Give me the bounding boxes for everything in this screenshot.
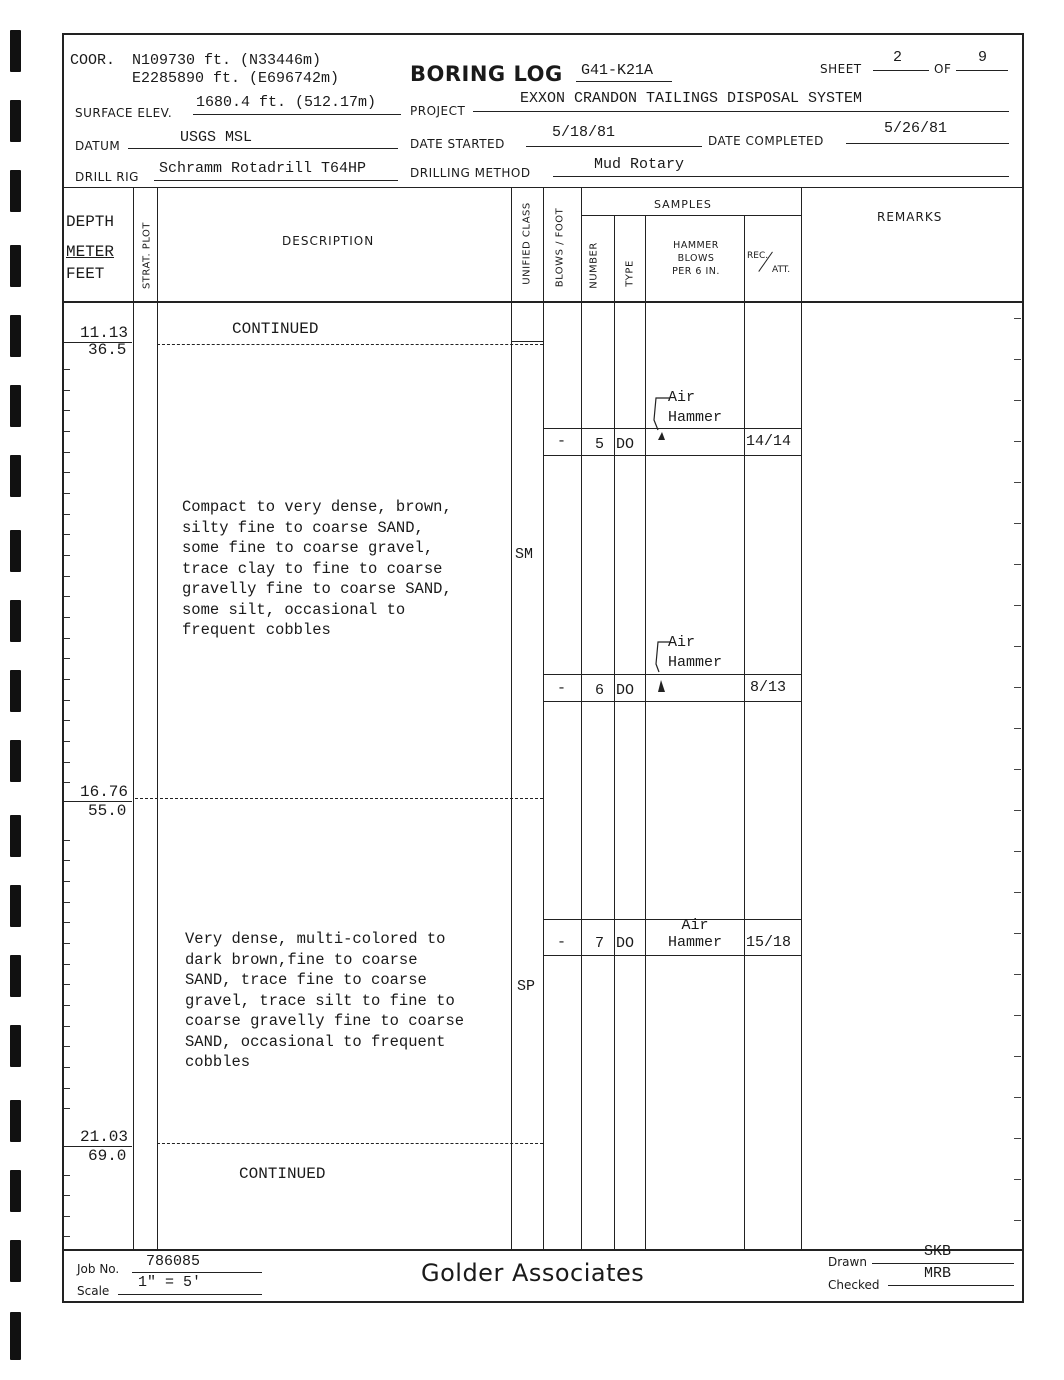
drill-rig-label: DRILL RIG xyxy=(75,170,139,184)
hammer-blows-line2: BLOWS xyxy=(677,253,715,264)
layer-1-description: Compact to very dense, brown, silty fine to coarse SAND, some fine to coarse gravel, trace clay to fine to coarse gravelly fine to coarse SAND, some silt, occasional to frequent cobbles xyxy=(182,498,452,639)
scale-label: Scale xyxy=(77,1284,110,1298)
coor-label: COOR. xyxy=(70,52,116,69)
hammer-blows-header xyxy=(648,239,744,278)
company-name: Golder Associates xyxy=(421,1259,645,1287)
samples-header: SAMPLES xyxy=(654,198,712,211)
datum-label: DATUM xyxy=(75,139,121,153)
surface-elev-value: 1680.4 ft. (512.17m) xyxy=(196,94,377,111)
job-no-value: 786085 xyxy=(146,1253,201,1270)
depth-meter-3: 21.03 xyxy=(80,1128,129,1146)
number-header: NUMBER xyxy=(588,242,600,289)
sample-7-hammer: Air Hammer xyxy=(667,917,722,951)
sample-6-type: DO xyxy=(616,682,635,699)
project-value: EXXON CRANDON TAILINGS DISPOSAL SYSTEM xyxy=(520,90,863,107)
att-header: ATT. xyxy=(772,265,791,275)
layer-1-class: SM xyxy=(515,546,534,563)
coor-east: E2285890 ft. (E696742m) xyxy=(132,70,340,87)
hammer-blows-line1: HAMMER xyxy=(673,240,719,251)
depth-header: DEPTH xyxy=(66,213,115,231)
drilling-method-value: Mud Rotary xyxy=(594,156,685,173)
depth-feet-1: 36.5 xyxy=(88,341,127,359)
sample-5-type: DO xyxy=(616,436,635,453)
remarks-header: REMARKS xyxy=(877,210,943,224)
blows-foot-header: BLOWS / FOOT xyxy=(554,207,566,288)
air-hammer-callout-6 xyxy=(648,636,672,696)
sample-5-blows: - xyxy=(557,433,567,450)
drawn-label: Drawn xyxy=(828,1255,867,1269)
of-label: OF xyxy=(934,62,952,76)
continued-top: CONTINUED xyxy=(232,320,319,338)
sample-6-rec: 8/13 xyxy=(750,679,787,696)
sample-7-type: DO xyxy=(616,935,635,952)
sample-6-number: 6 xyxy=(595,682,605,699)
description-header: DESCRIPTION xyxy=(282,234,375,248)
layer-2-class: SP xyxy=(517,978,536,995)
datum-value: USGS MSL xyxy=(180,129,253,146)
surface-elev-label: SURFACE ELEV. xyxy=(75,106,173,120)
sheet-total: 9 xyxy=(978,49,988,66)
coor-north: N109730 ft. (N33446m) xyxy=(132,52,322,69)
rec-header: REC. xyxy=(747,251,769,261)
checked-label: Checked xyxy=(828,1278,880,1292)
depth-feet-3: 69.0 xyxy=(88,1147,127,1165)
sample-5-hammer: Air Hammer xyxy=(668,389,723,426)
sample-6-blows: - xyxy=(557,680,567,697)
sample-6-hammer: Air Hammer xyxy=(668,634,723,671)
sample-7-rec: 15/18 xyxy=(746,934,792,951)
date-started-value: 5/18/81 xyxy=(552,124,616,141)
continued-bottom: CONTINUED xyxy=(239,1165,326,1183)
project-label: PROJECT xyxy=(410,104,466,118)
meter-header: METER xyxy=(66,243,115,261)
scale-value: 1" = 5' xyxy=(138,1274,202,1291)
depth-feet-2: 55.0 xyxy=(88,802,127,820)
drill-rig-value: Schramm Rotadrill T64HP xyxy=(159,160,367,177)
sheet-number: 2 xyxy=(893,49,903,66)
depth-meter-1: 11.13 xyxy=(80,324,129,342)
sample-7-number: 7 xyxy=(595,935,605,952)
layer-2-description: Very dense, multi-colored to dark brown,fine to coarse SAND, trace fine to coarse gravel, trace silt to fine to coarse gravelly fine to coarse SAND, occasional to frequent cobbles xyxy=(185,930,465,1071)
checked-value: MRB xyxy=(924,1265,952,1282)
feet-header: FEET xyxy=(66,265,105,283)
sample-7-blows: - xyxy=(557,934,567,951)
sheet-label: SHEET xyxy=(820,62,862,76)
job-no-label: Job No. xyxy=(77,1262,120,1276)
sample-5-rec: 14/14 xyxy=(746,433,792,450)
depth-meter-2: 16.76 xyxy=(80,783,129,801)
date-completed-value: 5/26/81 xyxy=(884,120,948,137)
sample-5-number: 5 xyxy=(595,436,605,453)
air-hammer-callout-5 xyxy=(648,392,672,452)
boring-id: G41-K21A xyxy=(581,62,654,79)
page-title: BORING LOG xyxy=(410,62,563,86)
hammer-blows-line3: PER 6 IN. xyxy=(672,266,720,277)
drawn-value: SKB xyxy=(924,1243,952,1260)
date-started-label: DATE STARTED xyxy=(410,137,505,151)
unified-class-header: UNIFIED CLASS xyxy=(521,202,533,285)
date-completed-label: DATE COMPLETED xyxy=(708,134,824,148)
strat-plot-header: STRAT. PLOT xyxy=(141,221,153,290)
drilling-method-label: DRILLING METHOD xyxy=(410,166,531,180)
type-header: TYPE xyxy=(624,260,636,287)
